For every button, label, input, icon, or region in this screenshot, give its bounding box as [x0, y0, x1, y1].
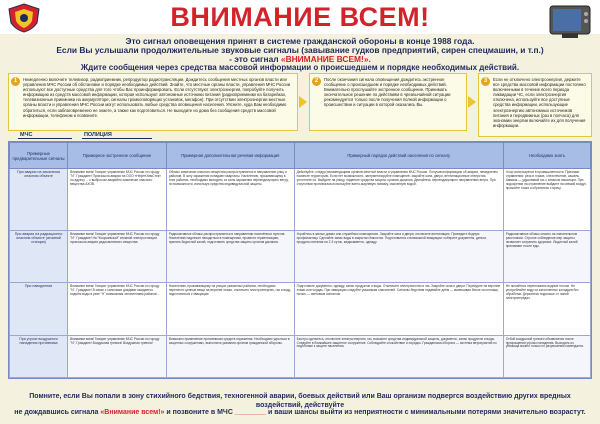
row-signal: При угрозе воздушного нападения противника [10, 335, 68, 377]
row-signal: При аварии на радиационно опасном объекте (атомной станции) [10, 231, 68, 283]
step-1 [8, 73, 298, 131]
actions-table [8, 141, 592, 379]
mchs-label: МЧС [18, 132, 72, 139]
row-know: Хлор используется в промышленности. Признаки отравления: резь в глазах, слезотечение, кашель. Аммиак — удушливый газ с запахом нашатыря. При подозрении на отравление выйдите на свежий воздух, промойте глаза и обратитесь к врачу. [503, 169, 590, 231]
arrow-icon [299, 96, 307, 108]
step-number: 2 [312, 77, 321, 86]
page-title: ВНИМАНИЕ ВСЕМ! [170, 2, 430, 32]
header-signal: Примерные предварительные сигналы [10, 143, 68, 169]
header-actions: Примерный порядок действий населения по сигналу [294, 143, 503, 169]
signal-name: «ВНИМАНИЕ ВСЕМ!». [280, 54, 371, 64]
contact-row [18, 132, 318, 140]
title-bar [0, 0, 600, 34]
header-info: Примерная дополнительная речевая информация [166, 143, 294, 169]
intro-line-2: Если Вы услышали продолжительные звуковые сигналы (завывание гудков предприятий, сирен спецмашин, и т.п.) [56, 45, 544, 55]
row-info: Радиоактивное облако распространяется в направлении населённых пунктов. Населению надлежит находиться в помещениях, провести герметизацию, принять йодистый калий, подготовить средства защиты органов дыхания. [166, 231, 294, 283]
header-message: Примерное экстренное сообщение [68, 143, 167, 169]
step-2 [309, 73, 467, 131]
police-label: ПОЛИЦИЯ [82, 132, 152, 139]
row-actions: Подготовьте документы, одежду, запас продуктов и воды. Отключите электричество и газ. Закройте окна и двери. Перейдите на верхние этажи или чердак. При эвакуации следуйте указаниям спасателей. Сигналы бедствия подавайте днём — вывешивая белое полотнище, ночью — световым сигналом. [294, 283, 503, 335]
row-know: Не пытайтесь переплывать водные потоки. Не употребляйте воду из затопленных колодцев без обработки. Держитесь подальше от линий электропередач. [503, 283, 590, 335]
table-row [10, 231, 591, 283]
footer-phone-placeholder: ________ [234, 409, 266, 416]
footer-line-1: Помните, если Вы попали в зону стихийного бедствия, техногенной аварии, боевых действий или Ваш организм подвергся воздействию других вредных воздействий, действуйте [29, 393, 571, 409]
footer-suffix: и ваши шансы выйти из неприятности с минимальными потерями значительно возрастут. [267, 409, 586, 416]
row-info: Облако химически опасного вещества распространяется в направлении улиц и районов. В зону заражения попадают кварталы. Населению, проживающему в этих районах, необходимо выходить из зоны заражения перпендикулярно ветру, по возможности, используя средства индивидуальной защиты. [166, 169, 294, 231]
row-know: Отбой воздушной тревоги объявляется после прекращения угрозы нападения. Выходить из убежища можно только по разрешению коменданта. [503, 335, 590, 377]
table-row [10, 335, 591, 377]
footer-signal: «Внимание всем!» [100, 409, 165, 416]
step-text: Немедленно включите телевизор, радиоприемник, репродуктор радиотрансляции. Дождитесь сообщения местных органов власти или управления МЧС России об обстановке и порядке необходимых действий. Знайте, что местные органы власти, управления МЧС России используют все доступные средства для того чтобы Вас проинформировать. Если отсутствуют электроэнергия, попробуйте получить информацию из средств массовой информации, которая используют автономные источники питания (радиоприемники на батарейках, телевизионные приемники на аккумуляторе, сигналы громкоговорящих установок, мегафон). При отсутствии электроэнергии местные органы власти и управления МЧС России могут использовать любые средства оповещения населения. Уясните, куда Вам необходимо обратиться, если заблаговременно не знаете, а также как подготовиться. Не выходите из дома без сообщения средств массовой информации, телефоном и позвоните. [23, 77, 291, 118]
row-info: Населению, проживающему на улицах указанных районов, необходимо перенести ценные вещи на верхние этажи, отключить электроэнергию, газ и воду, подготовиться к эвакуации. [166, 283, 294, 335]
table-row [10, 169, 591, 231]
row-message: Внимание всем! Говорит управление МЧС России по городу "N". Граждане! На "Кокушевской" атомной электростанции произошла авария радиоактивного вещества. [68, 231, 167, 283]
footer-mid: и позвоните в МЧС [166, 409, 233, 416]
row-actions: Быстро оденьтесь, отключите электроэнергию, газ, возьмите средства индивидуальной защиты, документы, запас продуктов и воды. Следуйте в ближайшее защитное сооружение. Соблюдайте спокойствие и порядок. Гражданская оборона — система мероприятий по подготовке к защите населения. [294, 335, 503, 377]
step-number: 1 [11, 77, 20, 86]
step-number: 3 [481, 77, 490, 86]
header-know: Необходимо знать [503, 143, 590, 169]
step-3 [478, 73, 592, 137]
row-actions: Действуйте, следуя рекомендациям органов местной власти и управления МЧС России. Получив информацию об аварии, немедленно покиньте территорию. Если нет возможности, загерметизируйте помещение: закройте окна, двери, вентиляционные отверстия, уплотните их. Выйдите на улицу, наденьте средства защиты органов дыхания. Двигайтесь перпендикулярно направлению ветра. При отсутствии противогаза используйте ватно-марлевую повязку, смоченную водой. [294, 169, 503, 231]
step-text: После окончания сигнала оповещения дождитесь экстренное сообщение о происшедшем и порядке необходимых действий. Внимательно прослушайте экстренное сообщение. Принимать окончательное решение по действиям в чрезвычайной ситуации рекомендуется только после получения полной информации о происшествии и ситуации в которой оказались Вы. [324, 77, 451, 108]
footer-line-2 [10, 408, 590, 417]
arrow-icon [468, 96, 476, 108]
row-signal: При аварии на химически опасном объекте [10, 169, 68, 231]
tv-icon [548, 4, 592, 40]
row-message: Внимание всем! Говорит управление МЧС России по городу "N". Граждане! Произошла авария на ООО «НефтеХимСтек» по адресу ... с выбросом аварийно химически опасного вещества АХОВ. [68, 169, 167, 231]
row-signal: При наводнении [10, 283, 68, 335]
row-message: Внимание всем! Говорит управление МЧС России по городу "N". Граждане! В связи с сильными дождями ожидается подъём воды в реке "Н" возможным затоплением районов... [68, 283, 167, 335]
intro-line-1: Это сигнал оповещения принят в системе гражданской обороны в конце 1988 года. [125, 36, 475, 46]
table-row [10, 283, 591, 335]
footer-prefix: не дождавшись сигнала [14, 409, 99, 416]
row-actions: Укройтесь в жилых домах или служебных помещениях. Закройте окна и двери, отключите вентиляцию. Проведите йодную профилактику. Сделайте запас воды в закрытых ёмкостях. Подготовьтесь к возможной эвакуации: соберите документы, деньги, продукты питания на 2-3 суток, медикаменты, одежду. [294, 231, 503, 283]
intro-line-4: Ждите сообщения через средства массовой информации о происшедшем и порядке необходимых действий. [80, 63, 520, 72]
row-info: Возможно применение противником средств поражения. Необходимо укрыться в защитных сооружениях, выполнить указания органов гражданской обороны. [166, 335, 294, 377]
row-know: Радиоактивное облако опасно на значительном расстоянии. Строгое соблюдение мер защиты позволяет сохранить здоровье. Йодистый калий принимают после еды. [503, 231, 590, 283]
step-text: Если не отключено электроэнергия, держите все средства массовой информации постоянно включенными в течение всего периода ликвидации ЧС, если электроэнергия отключена, используйте все доступные средства информации, использующие электроэнергию автономных источников питания и передвижных (раз в полчаса) для экономии энергии включайте их для получения информации. [493, 77, 586, 128]
row-message: Внимание всем! Говорит управление МЧС России по городу "N". Граждане! Воздушная тревога! Воздушная тревога! [68, 335, 167, 377]
intro-line-3-prefix: - это сигнал [229, 54, 279, 64]
